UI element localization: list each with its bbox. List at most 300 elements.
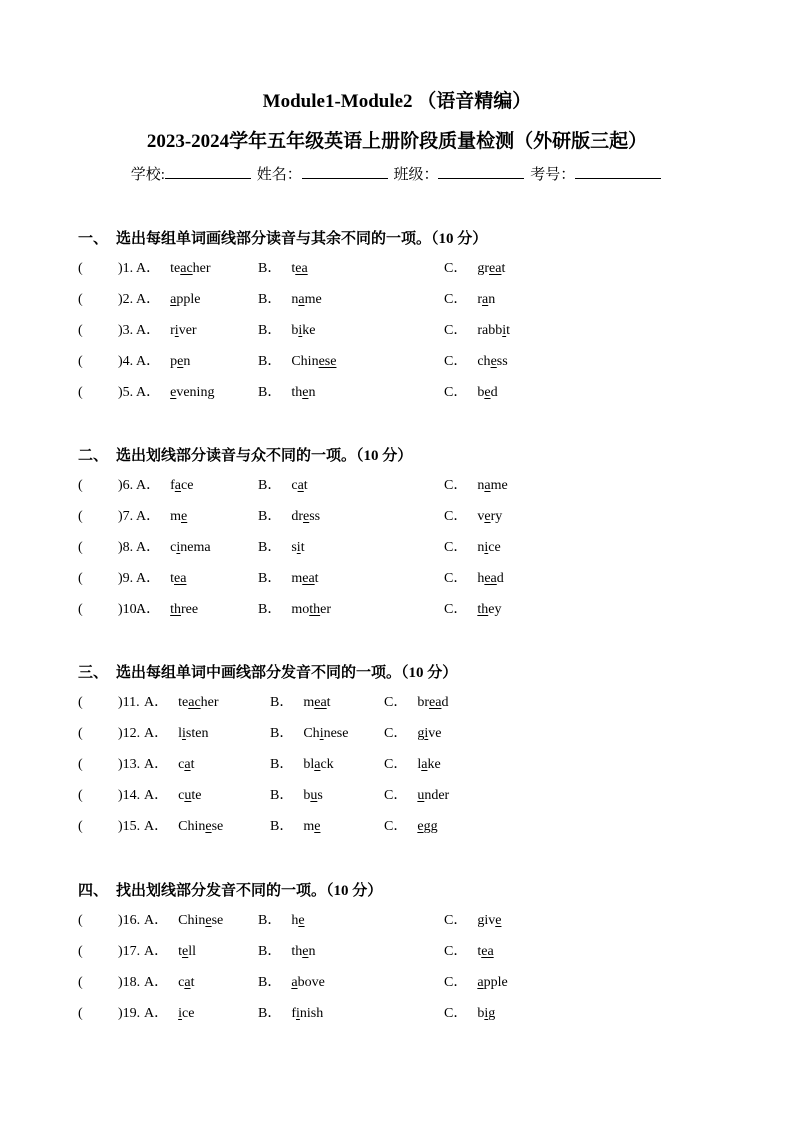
option-a	[144, 911, 223, 931]
underlined-letters: ac	[180, 261, 193, 276]
option-word: teacher	[178, 695, 219, 710]
option-word: me	[170, 509, 188, 524]
section-2	[78, 446, 758, 631]
underlined-letters: e	[205, 819, 212, 834]
option-word: bike	[291, 323, 316, 338]
option-label: A．	[144, 788, 169, 803]
class-blank[interactable]	[438, 164, 524, 179]
question-number: )10.	[118, 602, 141, 617]
option-word: finish	[291, 1006, 324, 1021]
option-label: C．	[444, 1006, 468, 1021]
underlined-letters: ea	[484, 571, 497, 586]
option-label: C．	[384, 819, 408, 834]
underlined-letters: e	[177, 354, 184, 369]
section-instruction: 找出划线部分发音不同的一项。（10 分）	[116, 883, 383, 899]
underlined-letters: a	[298, 292, 305, 307]
option-label: B．	[270, 726, 294, 741]
option-label: B．	[258, 913, 282, 928]
question-number: )6.	[118, 478, 134, 493]
question-row	[78, 1004, 758, 1035]
underlined-letters: ac	[188, 695, 201, 710]
option-c	[444, 1004, 495, 1024]
question-number: )2.	[118, 292, 134, 307]
underlined-letters: i	[182, 726, 186, 741]
option-word: above	[291, 975, 325, 990]
question-number: )8.	[118, 540, 134, 555]
option-word: tell	[178, 944, 197, 959]
option-label: C．	[444, 385, 468, 400]
option-word: river	[170, 323, 197, 338]
answer-paren-open[interactable]: (	[78, 261, 83, 276]
option-b	[258, 942, 315, 962]
exam-number-label: 考号：	[530, 167, 576, 183]
underlined-letters: i	[484, 540, 489, 555]
underlined-letters: i	[484, 1006, 489, 1021]
option-b	[258, 507, 320, 527]
option-label: C．	[384, 726, 408, 741]
option-c	[384, 786, 449, 806]
option-word: apple	[477, 975, 508, 990]
option-word: ran	[477, 292, 496, 307]
option-label: A．	[144, 1006, 169, 1021]
underlined-letters: u	[417, 788, 425, 803]
answer-paren-open[interactable]: (	[78, 944, 83, 959]
option-c	[444, 259, 505, 279]
option-word: face	[170, 478, 194, 493]
option-word: chess	[477, 354, 508, 369]
option-label: C．	[444, 509, 468, 524]
underlined-letters: a	[184, 757, 191, 772]
question-number: )13.	[118, 757, 141, 772]
option-label: A．	[136, 292, 161, 307]
question-row	[78, 259, 758, 290]
option-c	[444, 973, 508, 993]
option-word: under	[417, 788, 450, 803]
option-label: C．	[384, 757, 408, 772]
answer-paren-open[interactable]: (	[78, 509, 83, 524]
option-c	[444, 321, 510, 341]
option-label: B．	[258, 292, 282, 307]
option-word: head	[477, 571, 504, 586]
option-word: bus	[303, 788, 323, 803]
option-label: A．	[136, 354, 161, 369]
option-word: name	[291, 292, 322, 307]
option-word: tea	[170, 571, 187, 586]
option-b	[258, 476, 308, 496]
answer-paren-open[interactable]: (	[78, 571, 83, 586]
section-4	[78, 881, 758, 1035]
section-title	[78, 229, 758, 249]
question-row	[78, 911, 758, 942]
answer-paren-open[interactable]: (	[78, 354, 83, 369]
option-label: B．	[270, 757, 294, 772]
option-label: A．	[136, 571, 161, 586]
question-row	[78, 755, 758, 786]
underlined-letters: th	[477, 602, 489, 617]
option-word: ice	[178, 1006, 195, 1021]
option-a	[136, 383, 214, 403]
option-a	[144, 817, 223, 837]
option-label: A．	[144, 757, 169, 772]
option-label: C．	[444, 292, 468, 307]
underlined-letters: e	[302, 385, 309, 400]
worksheet-title: Module1-Module2 （语音精编）	[262, 91, 532, 112]
option-a	[136, 600, 198, 620]
underlined-letters: ea	[174, 571, 187, 586]
option-label: C．	[444, 261, 468, 276]
underlined-letters: i	[502, 323, 507, 338]
underlined-letters: e	[490, 354, 497, 369]
section-title	[78, 663, 758, 683]
answer-paren-open[interactable]: (	[78, 975, 83, 990]
option-label: A．	[136, 478, 161, 493]
option-c	[444, 600, 501, 620]
answer-paren-open[interactable]: (	[78, 1006, 83, 1021]
option-label: C．	[444, 323, 468, 338]
underlined-letters: a	[291, 975, 298, 990]
underlined-letters: th	[170, 602, 182, 617]
underlined-letters: a	[314, 757, 321, 772]
option-word: sit	[291, 540, 305, 555]
underlined-letters: e	[182, 944, 189, 959]
option-word: Chinese	[303, 726, 349, 741]
underlined-letters: i	[424, 726, 429, 741]
option-label: B．	[258, 478, 282, 493]
question-row	[78, 507, 758, 538]
option-label: C．	[444, 540, 468, 555]
underlined-letters: ea	[429, 695, 442, 710]
underlined-letters: a	[477, 975, 484, 990]
option-word: nice	[477, 540, 501, 555]
answer-paren-open[interactable]: (	[78, 323, 83, 338]
option-word: evening	[170, 385, 215, 400]
option-label: B．	[258, 975, 282, 990]
option-b	[258, 290, 322, 310]
section-1	[78, 229, 758, 414]
underlined-letters: e	[303, 509, 310, 524]
school-blank[interactable]	[165, 164, 251, 179]
underlined-letters: e	[298, 913, 305, 928]
question-row	[78, 538, 758, 569]
option-label: B．	[270, 695, 294, 710]
option-label: B．	[258, 323, 282, 338]
question-number: )9.	[118, 571, 134, 586]
answer-paren-open[interactable]: (	[78, 540, 83, 555]
option-word: name	[477, 478, 508, 493]
option-c	[444, 911, 501, 931]
underlined-letters: i	[298, 323, 303, 338]
underlined-letters: e	[205, 913, 212, 928]
option-b	[258, 321, 315, 341]
option-label: C．	[444, 571, 468, 586]
option-b	[258, 538, 305, 558]
worksheet-subtitle: 2023-2024学年五年级英语上册阶段质量检测（外研版三起）	[146, 131, 648, 152]
underlined-letters: ea	[481, 944, 494, 959]
option-label: A．	[144, 726, 169, 741]
option-c	[444, 352, 508, 372]
question-number: )16.	[118, 913, 141, 928]
option-b	[270, 786, 323, 806]
question-number: )14.	[118, 788, 141, 803]
name-label: 姓名：	[256, 167, 302, 183]
option-label: B．	[258, 602, 282, 617]
option-word: Chinese	[291, 354, 337, 369]
option-word: cat	[178, 975, 195, 990]
option-a	[144, 724, 208, 744]
option-label: B．	[258, 944, 282, 959]
option-word: mother	[291, 602, 332, 617]
underlined-letters: i	[296, 540, 301, 555]
option-label: B．	[258, 385, 282, 400]
option-word: give	[417, 726, 442, 741]
option-label: A．	[144, 944, 169, 959]
answer-paren-open[interactable]: (	[78, 292, 83, 307]
option-b	[270, 817, 320, 837]
underlined-letters: e	[495, 913, 502, 928]
option-a	[136, 321, 197, 341]
option-b	[258, 352, 336, 372]
underlined-letters: e	[181, 509, 188, 524]
option-a	[136, 259, 211, 279]
option-word: bed	[477, 385, 498, 400]
option-word: lake	[417, 757, 441, 772]
question-row	[78, 942, 758, 973]
name-blank[interactable]	[302, 164, 388, 179]
option-word: cat	[291, 478, 308, 493]
underlined-letters: e	[417, 819, 424, 834]
option-c	[384, 724, 441, 744]
underlined-letters: i	[174, 323, 179, 338]
option-b	[258, 1004, 323, 1024]
section-instruction: 选出每组单词画线部分读音与其余不同的一项。（10 分）	[116, 231, 488, 247]
underlined-letters: a	[174, 478, 182, 493]
answer-paren-open[interactable]: (	[78, 757, 83, 772]
question-number: )4.	[118, 354, 134, 369]
option-word: egg	[417, 819, 438, 834]
option-label: A．	[144, 695, 169, 710]
option-label: A．	[136, 261, 161, 276]
answer-paren-open[interactable]: (	[78, 788, 83, 803]
option-a	[144, 973, 194, 993]
option-word: cat	[178, 757, 195, 772]
underlined-letters: u	[184, 788, 192, 803]
section-number: 二、	[78, 448, 109, 464]
underlined-letters: a	[484, 478, 491, 493]
option-word: three	[170, 602, 199, 617]
question-row	[78, 693, 758, 724]
answer-paren-open[interactable]: (	[78, 913, 83, 928]
answer-paren-open[interactable]: (	[78, 602, 83, 617]
option-label: A．	[136, 602, 161, 617]
question-row	[78, 786, 758, 817]
option-word: cute	[178, 788, 202, 803]
option-label: C．	[444, 975, 468, 990]
option-label: B．	[270, 788, 294, 803]
question-number: )15.	[118, 819, 141, 834]
question-row	[78, 321, 758, 352]
option-word: black	[303, 757, 334, 772]
option-label: A．	[144, 819, 169, 834]
student-info-line	[0, 163, 794, 184]
section-number: 四、	[78, 883, 109, 899]
option-a	[136, 290, 200, 310]
option-a	[144, 693, 219, 713]
option-label: A．	[136, 385, 161, 400]
section-instruction: 选出划线部分读音与众不同的一项。（10 分）	[116, 448, 413, 464]
option-label: C．	[384, 695, 408, 710]
option-b	[270, 693, 331, 713]
question-row	[78, 724, 758, 755]
option-b	[258, 569, 319, 589]
option-label: C．	[384, 788, 408, 803]
option-word: then	[291, 385, 316, 400]
question-number: )12.	[118, 726, 141, 741]
option-word: tea	[477, 944, 494, 959]
option-c	[444, 942, 494, 962]
option-label: A．	[136, 509, 161, 524]
option-label: A．	[136, 323, 161, 338]
option-a	[144, 786, 201, 806]
option-a	[136, 538, 211, 558]
section-number: 三、	[78, 665, 109, 681]
option-c	[384, 755, 441, 775]
option-word: cinema	[170, 540, 211, 555]
underlined-letters: ea	[295, 261, 308, 276]
option-c	[444, 569, 504, 589]
option-b	[270, 755, 334, 775]
option-word: meat	[291, 571, 319, 586]
underlined-letters: a	[170, 292, 177, 307]
underlined-letters: ese	[318, 354, 337, 369]
underlined-letters: e	[302, 944, 309, 959]
option-word: give	[477, 913, 502, 928]
question-row	[78, 600, 758, 631]
option-a	[136, 352, 190, 372]
underlined-letters: e	[484, 385, 491, 400]
option-a	[144, 942, 196, 962]
option-c	[444, 538, 501, 558]
answer-paren-open[interactable]: (	[78, 726, 83, 741]
option-word: tea	[291, 261, 308, 276]
underlined-letters: a	[421, 757, 428, 772]
option-word: Chinese	[178, 913, 224, 928]
option-word: he	[291, 913, 305, 928]
section-3	[78, 663, 758, 848]
underlined-letters: a	[184, 975, 191, 990]
option-word: rabbit	[477, 323, 511, 338]
section-title	[78, 881, 758, 901]
option-label: C．	[444, 944, 468, 959]
question-row	[78, 383, 758, 414]
option-label: B．	[258, 571, 282, 586]
option-word: teacher	[170, 261, 211, 276]
question-number: )19.	[118, 1006, 141, 1021]
option-label: C．	[444, 478, 468, 493]
answer-paren-open[interactable]: (	[78, 695, 83, 710]
question-number: )5.	[118, 385, 134, 400]
option-b	[258, 259, 308, 279]
option-label: C．	[444, 913, 468, 928]
option-word: listen	[178, 726, 209, 741]
option-word: Chinese	[178, 819, 224, 834]
underlined-letters: e	[314, 819, 321, 834]
section-title	[78, 446, 758, 466]
underlined-letters: i	[319, 726, 324, 741]
option-label: B．	[258, 354, 282, 369]
section-instruction: 选出每组单词中画线部分发音不同的一项。（10 分）	[116, 665, 458, 681]
underlined-letters: e	[170, 385, 177, 400]
option-c	[444, 476, 508, 496]
option-a	[144, 755, 194, 775]
underlined-letters: th	[309, 602, 321, 617]
exam-number-blank[interactable]	[575, 164, 661, 179]
underlined-letters: i	[176, 540, 181, 555]
underlined-letters: ea	[489, 261, 502, 276]
question-row	[78, 352, 758, 383]
option-c	[384, 817, 438, 837]
underlined-letters: e	[484, 509, 491, 524]
option-word: great	[477, 261, 506, 276]
option-a	[136, 476, 193, 496]
option-word: then	[291, 944, 316, 959]
underlined-letters: i	[296, 1006, 300, 1021]
question-row	[78, 817, 758, 848]
option-c	[384, 693, 448, 713]
underlined-letters: ea	[314, 695, 327, 710]
option-label: C．	[444, 602, 468, 617]
option-label: B．	[258, 261, 282, 276]
question-number: )7.	[118, 509, 134, 524]
option-word: meat	[303, 695, 331, 710]
option-b	[258, 383, 315, 403]
option-label: A．	[136, 540, 161, 555]
answer-paren-open[interactable]: (	[78, 478, 83, 493]
underlined-letters: a	[297, 478, 304, 493]
option-c	[444, 290, 495, 310]
question-row	[78, 476, 758, 507]
option-b	[258, 911, 305, 931]
option-b	[258, 973, 325, 993]
option-word: bread	[417, 695, 449, 710]
option-word: apple	[170, 292, 201, 307]
option-b	[258, 600, 331, 620]
underlined-letters: a	[482, 292, 489, 307]
option-word: they	[477, 602, 502, 617]
answer-paren-open[interactable]: (	[78, 819, 83, 834]
answer-paren-open[interactable]: (	[78, 385, 83, 400]
option-label: B．	[258, 540, 282, 555]
underlined-letters: ea	[302, 571, 315, 586]
option-word: me	[303, 819, 321, 834]
option-b	[270, 724, 348, 744]
section-number: 一、	[78, 231, 109, 247]
question-number: )1.	[118, 261, 134, 276]
school-label: 学校:	[130, 167, 165, 183]
question-number: )18.	[118, 975, 141, 990]
option-word: dress	[291, 509, 321, 524]
question-row	[78, 290, 758, 321]
option-label: B．	[258, 1006, 282, 1021]
option-word: very	[477, 509, 503, 524]
question-number: )11.	[118, 695, 140, 710]
option-label: B．	[270, 819, 294, 834]
option-label: C．	[444, 354, 468, 369]
option-label: A．	[144, 975, 169, 990]
option-label: A．	[144, 913, 169, 928]
option-c	[444, 507, 502, 527]
option-c	[444, 383, 498, 403]
question-row	[78, 569, 758, 600]
